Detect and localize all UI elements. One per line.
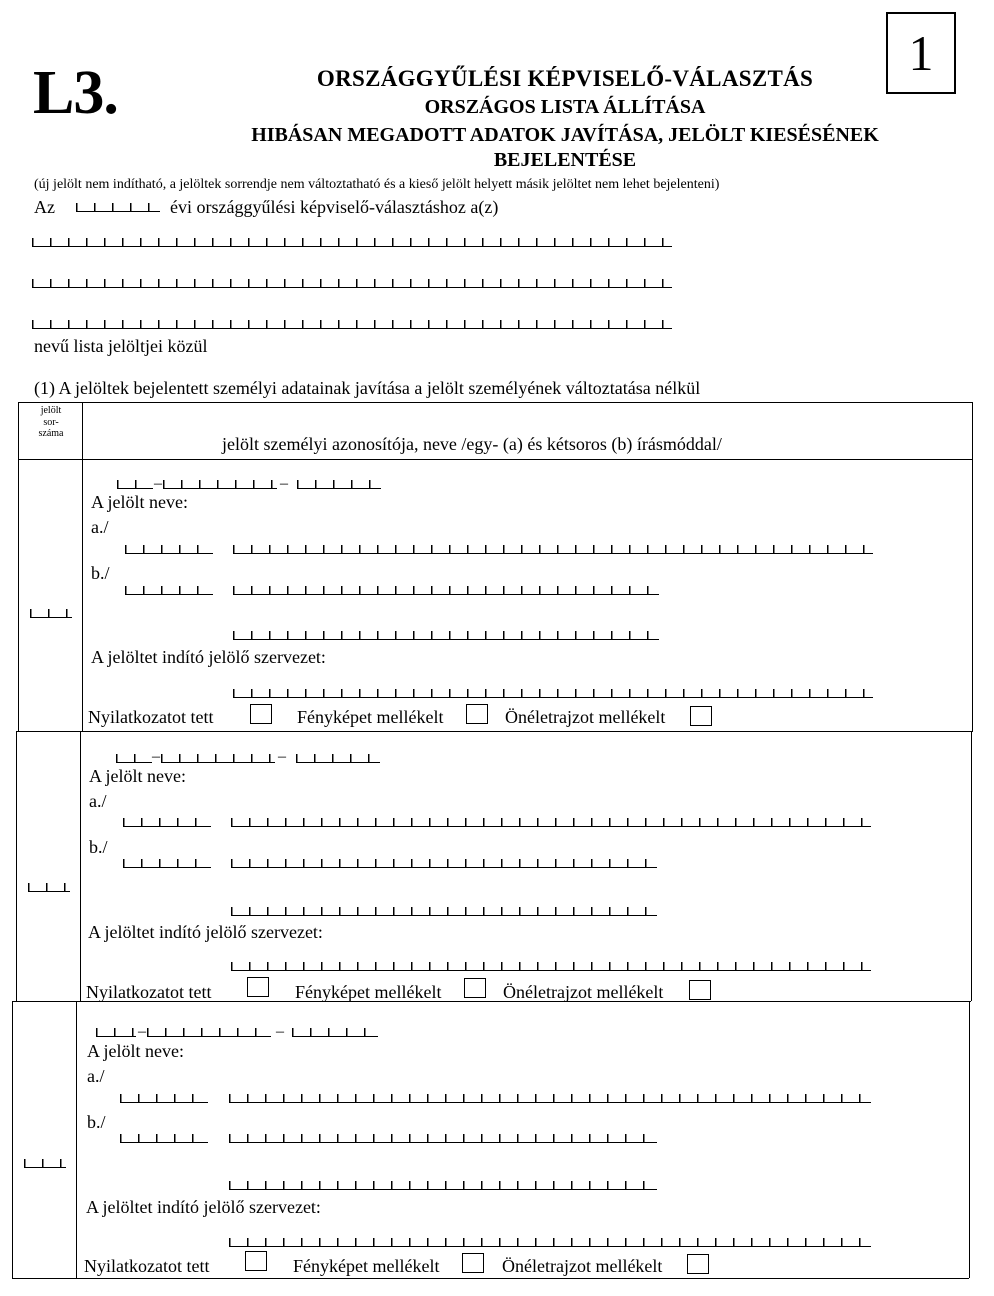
personal-id-part-2[interactable]	[161, 754, 275, 763]
title-line-2: ORSZÁGOS LISTA ÁLLÍTÁSA	[424, 96, 706, 118]
personal-id-dash-1: –	[152, 748, 160, 765]
name-b-line-1-field[interactable]	[231, 859, 657, 868]
name-a-label: a./	[89, 791, 107, 811]
instruction-note: (új jelölt nem indítható, a jelöltek sorrendje nem változtatható és a kieső jelölt helyett másik jelöltet nem lehet bejelenteni)	[34, 177, 720, 192]
table-column-divider-3	[76, 1001, 77, 1278]
table-column-divider-1	[82, 402, 83, 731]
table-right-border-3	[969, 1001, 970, 1278]
nominating-org-label: A jelöltet indító jelölő szervezet:	[86, 1197, 321, 1217]
personal-id-part-2[interactable]	[163, 480, 277, 489]
table-right-border-2	[971, 731, 972, 1001]
table-left-border-1	[18, 402, 19, 731]
cv-checkbox[interactable]	[690, 706, 712, 726]
personal-id-part-2[interactable]	[147, 1028, 271, 1037]
name-a-label: a./	[91, 517, 109, 537]
personal-id-part-1[interactable]	[96, 1028, 136, 1037]
personal-id-dash-1: –	[138, 1023, 146, 1040]
personal-id-part-1[interactable]	[117, 480, 153, 489]
photo-label: Fényképet mellékelt	[295, 982, 442, 1002]
column-header-sequence-line-2: sor-	[43, 416, 59, 428]
title-line-4: BEJELENTÉSE	[493, 149, 637, 171]
personal-id-part-3[interactable]	[292, 1028, 378, 1037]
list-name-field-3[interactable]	[32, 320, 672, 329]
name-label: A jelölt neve:	[89, 766, 186, 786]
photo-checkbox[interactable]	[466, 704, 488, 724]
az-label: Az	[34, 197, 55, 217]
name-a-prefix-field[interactable]	[120, 1094, 208, 1103]
name-label: A jelölt neve:	[91, 492, 188, 512]
table-row-divider-1	[16, 731, 973, 732]
column-header-sequence	[20, 405, 82, 440]
sequence-number-field[interactable]	[30, 609, 72, 618]
column-header-candidate: jelölt személyi azonosítója, neve /egy- (a) és kétsoros (b) írásmóddal/	[222, 434, 722, 454]
name-b-prefix-field[interactable]	[125, 586, 213, 595]
personal-id-dash-2: –	[280, 475, 288, 492]
cv-checkbox[interactable]	[687, 1254, 709, 1274]
table-column-divider-2	[80, 731, 81, 1001]
table-left-border-2	[16, 731, 17, 1001]
name-a-field[interactable]	[231, 818, 871, 827]
name-b-line-1-field[interactable]	[229, 1134, 657, 1143]
photo-checkbox[interactable]	[462, 1253, 484, 1273]
name-label: A jelölt neve:	[87, 1041, 184, 1061]
sequence-number-field[interactable]	[28, 883, 70, 892]
page-number-box: 1	[886, 12, 956, 94]
photo-label: Fényképet mellékelt	[293, 1256, 440, 1276]
list-name-field-2[interactable]	[32, 279, 672, 288]
name-a-prefix-field[interactable]	[125, 545, 213, 554]
name-b-label: b./	[87, 1112, 106, 1132]
cv-label: Önéletrajzot mellékelt	[502, 1256, 663, 1276]
column-header-sequence-line-3: száma	[38, 428, 64, 439]
name-a-field[interactable]	[229, 1094, 871, 1103]
nominating-org-label: A jelöltet indító jelölő szervezet:	[91, 647, 326, 667]
table-top-border	[18, 402, 973, 403]
table-bottom-border	[12, 1278, 969, 1279]
year-suffix-label: évi országgyűlési képviselő-választáshoz a(z)	[170, 197, 499, 217]
personal-id-dash-2: –	[276, 1023, 284, 1040]
table-left-border-3	[12, 1001, 13, 1278]
nominating-org-label: A jelöltet indító jelölő szervezet:	[88, 922, 323, 942]
cv-checkbox[interactable]	[689, 980, 711, 1000]
list-name-field-1[interactable]	[32, 238, 672, 247]
column-header-sequence-line-1: jelölt	[40, 405, 62, 416]
cv-label: Önéletrajzot mellékelt	[503, 982, 664, 1002]
name-b-line-2-field[interactable]	[231, 907, 657, 916]
sequence-number-field[interactable]	[24, 1159, 66, 1168]
personal-id-part-1[interactable]	[116, 754, 152, 763]
declaration-checkbox[interactable]	[247, 977, 269, 997]
name-b-prefix-field[interactable]	[123, 859, 211, 868]
nominating-org-field[interactable]	[231, 962, 871, 971]
name-b-label: b./	[91, 563, 110, 583]
photo-label: Fényképet mellékelt	[297, 707, 444, 727]
declaration-label: Nyilatkozatot tett	[88, 707, 214, 727]
list-suffix-label: nevű lista jelöltjei közül	[34, 336, 208, 356]
name-b-label: b./	[89, 837, 108, 857]
title-line-1: ORSZÁGGYŰLÉSI KÉPVISELŐ-VÁLASZTÁS	[316, 66, 814, 91]
personal-id-part-3[interactable]	[297, 480, 381, 489]
name-a-field[interactable]	[233, 545, 873, 554]
declaration-label: Nyilatkozatot tett	[84, 1256, 210, 1276]
section-1-title: (1) A jelöltek bejelentett személyi adatainak javítása a jelölt személyének változtatása nélkül	[34, 378, 701, 398]
form-code: L3.	[33, 59, 118, 127]
personal-id-dash-2: –	[278, 748, 286, 765]
nominating-org-field[interactable]	[229, 1238, 871, 1247]
nominating-org-field[interactable]	[233, 689, 873, 698]
photo-checkbox[interactable]	[464, 978, 486, 998]
personal-id-part-3[interactable]	[296, 754, 380, 763]
title-line-3: HIBÁSAN MEGADOTT ADATOK JAVÍTÁSA, JELÖLT KIESÉSÉNEK	[251, 124, 879, 146]
name-b-line-1-field[interactable]	[233, 586, 659, 595]
name-a-prefix-field[interactable]	[123, 818, 211, 827]
declaration-checkbox[interactable]	[250, 704, 272, 724]
name-b-line-2-field[interactable]	[233, 631, 659, 640]
table-right-border-1	[972, 402, 973, 731]
declaration-checkbox[interactable]	[245, 1251, 267, 1271]
cv-label: Önéletrajzot mellékelt	[505, 707, 666, 727]
year-field[interactable]	[76, 203, 160, 212]
name-b-prefix-field[interactable]	[120, 1134, 208, 1143]
table-header-bottom-border	[18, 459, 973, 460]
personal-id-dash-1: –	[154, 475, 162, 492]
name-b-line-2-field[interactable]	[229, 1181, 657, 1190]
declaration-label: Nyilatkozatot tett	[86, 982, 212, 1002]
name-a-label: a./	[87, 1066, 105, 1086]
